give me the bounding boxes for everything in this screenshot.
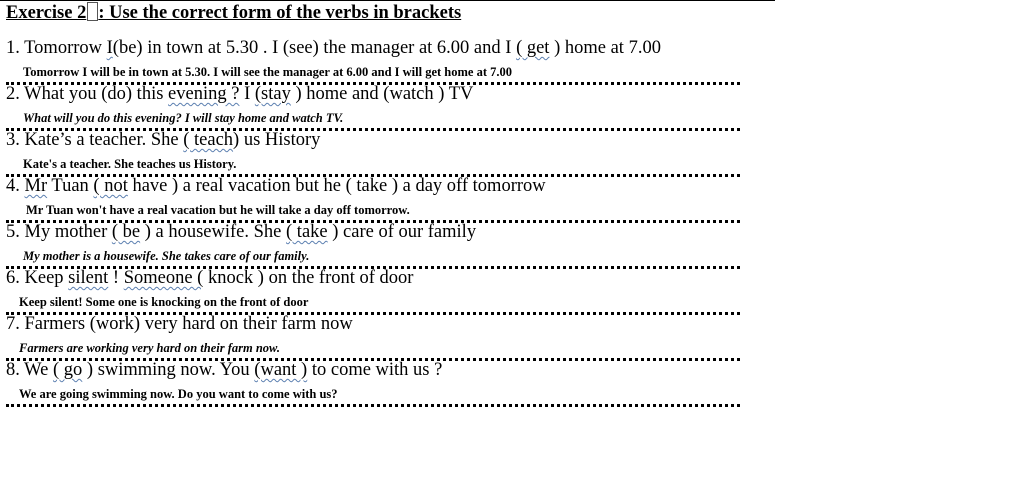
- answer-line-5: [6, 244, 740, 269]
- text-cursor-box: [87, 2, 98, 21]
- exercise-title-prefix: Exercise 2: [6, 3, 87, 23]
- answer-6: Keep silent! Some one is knocking on the front of door: [19, 295, 309, 309]
- exercise-title: [6, 2, 461, 24]
- answer-line-7: [6, 336, 740, 361]
- exercise-item-1: [6, 37, 746, 85]
- question-3: 3. Kate’s a teacher. She ( teach) us History: [6, 130, 321, 150]
- answer-line-6: [6, 290, 740, 315]
- exercise-item-2: [6, 83, 746, 131]
- answer-4: Mr Tuan won't have a real vacation but he will take a day off tomorrow.: [26, 203, 410, 217]
- question-6: 6. Keep silent ! Someone ( knock ) on the front of door: [6, 268, 414, 288]
- exercise-item-7: [6, 313, 746, 361]
- question-2: 2. What you (do) this evening ? I (stay ) home and (watch ) TV: [6, 84, 474, 104]
- exercise-item-3: [6, 129, 746, 177]
- exercise-item-6: [6, 267, 746, 315]
- exercise-item-5: [6, 221, 746, 269]
- answer-3: Kate's a teacher. She teaches us History.: [23, 157, 237, 171]
- question-8: 8. We ( go ) swimming now. You (want ) to come with us ?: [6, 360, 443, 380]
- answer-line-2: [6, 106, 740, 131]
- question-4: 4. Mr Tuan ( not have ) a real vacation but he ( take ) a day off tomorrow: [6, 176, 546, 196]
- answer-7: Farmers are working very hard on their farm now.: [19, 341, 281, 355]
- question-5: 5. My mother ( be ) a housewife. She ( take ) care of our family: [6, 222, 477, 242]
- answer-5: My mother is a housewife. She takes care of our family.: [23, 249, 310, 263]
- answer-line-8: [6, 382, 740, 407]
- answer-8: We are going swimming now. Do you want to come with us?: [19, 387, 338, 401]
- top-rule: [0, 0, 775, 1]
- exercise-item-4: [6, 175, 746, 223]
- exercise-item-8: [6, 359, 746, 407]
- answer-2: What will you do this evening? I will stay home and watch TV.: [23, 111, 344, 125]
- exercise-title-rest: : Use the correct form of the verbs in brackets: [98, 3, 462, 23]
- answer-line-3: [6, 152, 740, 177]
- answer-1: Tomorrow I will be in town at 5.30. I will see the manager at 6.00 and I will get home at 7.00: [23, 65, 512, 79]
- answer-line-4: [6, 198, 740, 223]
- question-1: 1. Tomorrow I(be) in town at 5.30 . I (see) the manager at 6.00 and I ( get ) home at 7.00: [6, 38, 661, 58]
- question-7: 7. Farmers (work) very hard on their farm now: [6, 314, 353, 334]
- answer-line-1: [6, 60, 740, 85]
